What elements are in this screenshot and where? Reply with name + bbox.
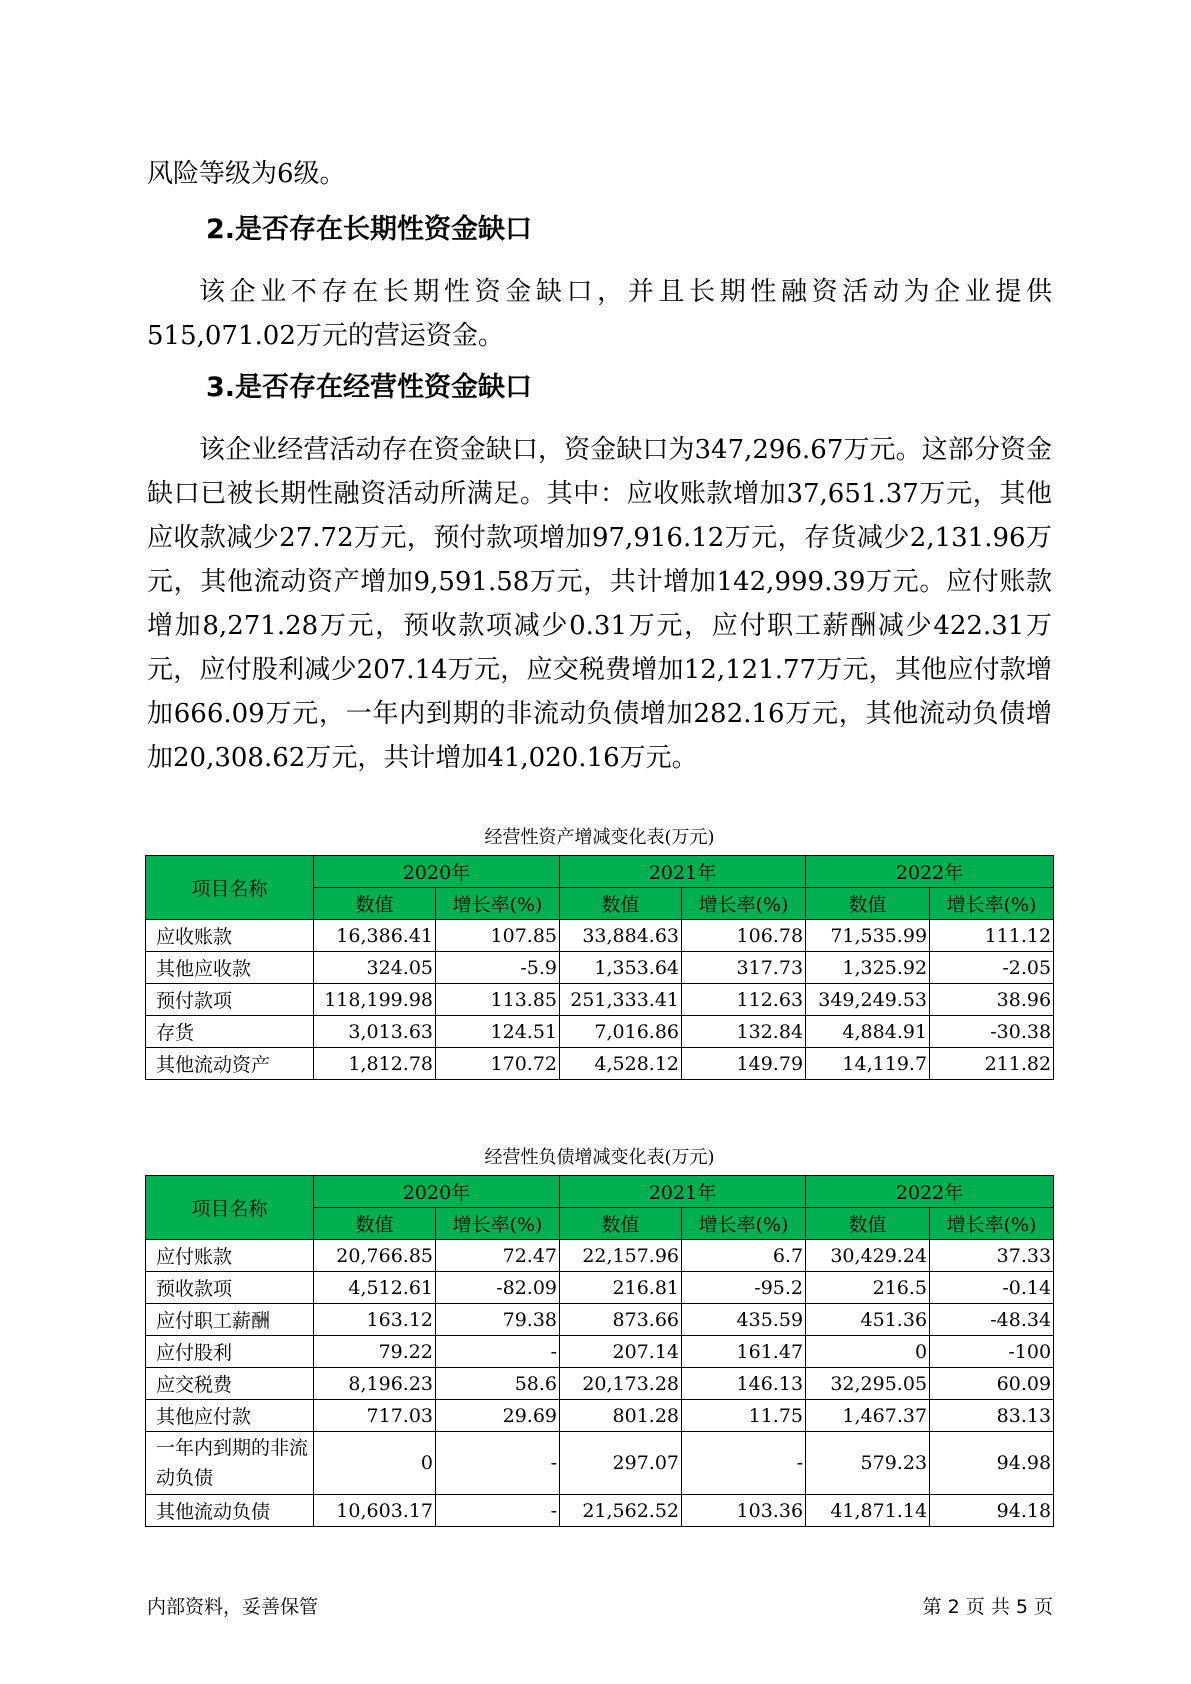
cell-growth-rate: 111.12 (930, 920, 1054, 952)
cell-growth-rate: 170.72 (436, 1048, 560, 1080)
cell-value: 8,196.23 (314, 1368, 436, 1400)
header-value: 数值 (806, 888, 930, 920)
header-growth: 增长率(%) (436, 888, 560, 920)
row-item-name: 存货 (146, 1016, 314, 1048)
cell-value: 0 (314, 1432, 436, 1495)
row-item-name: 其他应收款 (146, 952, 314, 984)
cell-growth-rate: 112.63 (682, 984, 806, 1016)
cell-growth-rate: 149.79 (682, 1048, 806, 1080)
cell-value: 32,295.05 (806, 1368, 930, 1400)
cell-value: 1,353.64 (560, 952, 682, 984)
header-value: 数值 (806, 1208, 930, 1240)
table-row (146, 1240, 1054, 1272)
cell-value: 451.36 (806, 1304, 930, 1336)
liabilities-change-table (145, 1175, 1054, 1527)
cell-growth-rate: -2.05 (930, 952, 1054, 984)
cell-growth-rate: 60.09 (930, 1368, 1054, 1400)
cell-value: 3,013.63 (314, 1016, 436, 1048)
footer-page-number: 第 2 页 共 5 页 (922, 1596, 1053, 1618)
cell-growth-rate: 83.13 (930, 1400, 1054, 1432)
cell-value: 801.28 (560, 1400, 682, 1432)
cell-growth-rate: 146.13 (682, 1368, 806, 1400)
operating-paragraph: 该企业经营活动存在资金缺口，资金缺口为347,296.67万元。这部分资金缺口已被长期性融资活动所满足。其中：应收账款增加37,651.37万元，其他应收款减少27.72万元，预付款项增加97,916.12万元，存货减少2,131.96万元，其他流动资产增加9,591.58万元，共计增加142,999.39万元。应付账款增加8,271.28万元，预收款项减少0.31万元，应付职工薪酬减少422.31万元，应付股利减少207.14万元，应交税费增加12,121.77万元，其他应付款增加666.09万元，一年内到期的非流动负债增加282.16万元，其他流动负债增加20,308.62万元，共计增加41,020.16万元。 (147, 435, 1052, 773)
header-growth: 增长率(%) (682, 1208, 806, 1240)
cell-value: 251,333.41 (560, 984, 682, 1016)
cell-growth-rate: 103.36 (682, 1495, 806, 1527)
cell-value: 717.03 (314, 1400, 436, 1432)
header-year: 2021年 (560, 856, 806, 888)
header-value: 数值 (314, 888, 436, 920)
cell-value: 41,871.14 (806, 1495, 930, 1527)
cell-growth-rate: 132.84 (682, 1016, 806, 1048)
assets-table-caption: 经营性资产增减变化表(万元) (484, 827, 715, 848)
row-item-name: 应交税费 (146, 1368, 314, 1400)
cell-value: 16,386.41 (314, 920, 436, 952)
cell-growth-rate: 124.51 (436, 1016, 560, 1048)
cell-growth-rate: -48.34 (930, 1304, 1054, 1336)
table-row (146, 1016, 1054, 1048)
header-item-name: 项目名称 (146, 856, 314, 920)
table-row (146, 1400, 1054, 1432)
header-growth: 增长率(%) (930, 1208, 1054, 1240)
header-value: 数值 (560, 1208, 682, 1240)
cell-value: 0 (806, 1336, 930, 1368)
cell-growth-rate: 113.85 (436, 984, 560, 1016)
cell-value: 349,249.53 (806, 984, 930, 1016)
header-year: 2020年 (314, 1176, 560, 1208)
cell-growth-rate: - (436, 1336, 560, 1368)
cell-value: 216.81 (560, 1272, 682, 1304)
cell-value: 33,884.63 (560, 920, 682, 952)
header-year: 2022年 (806, 1176, 1054, 1208)
cell-value: 163.12 (314, 1304, 436, 1336)
cell-growth-rate: -5.9 (436, 952, 560, 984)
row-item-name: 预付款项 (146, 984, 314, 1016)
header-year: 2021年 (560, 1176, 806, 1208)
row-item-name: 其他应付款 (146, 1400, 314, 1432)
assets-change-table (145, 855, 1054, 1080)
cell-value: 79.22 (314, 1336, 436, 1368)
cell-growth-rate: -100 (930, 1336, 1054, 1368)
long-term-paragraph: 该企业不存在长期性资金缺口，并且长期性融资活动为企业提供515,071.02万元的营运资金。 (147, 277, 1052, 351)
cell-growth-rate: 11.75 (682, 1400, 806, 1432)
cell-value: 207.14 (560, 1336, 682, 1368)
table-row (146, 920, 1054, 952)
row-item-name: 预收款项 (146, 1272, 314, 1304)
cell-growth-rate: 38.96 (930, 984, 1054, 1016)
cell-value: 118,199.98 (314, 984, 436, 1016)
cell-value: 4,512.61 (314, 1272, 436, 1304)
cell-growth-rate: 106.78 (682, 920, 806, 952)
header-growth: 增长率(%) (930, 888, 1054, 920)
cell-value: 1,325.92 (806, 952, 930, 984)
cell-value: 297.07 (560, 1432, 682, 1495)
cell-growth-rate: 317.73 (682, 952, 806, 984)
header-year: 2022年 (806, 856, 1054, 888)
cell-value: 71,535.99 (806, 920, 930, 952)
table-row (146, 1048, 1054, 1080)
cell-growth-rate: -95.2 (682, 1272, 806, 1304)
cell-growth-rate: 37.33 (930, 1240, 1054, 1272)
cell-growth-rate: 94.98 (930, 1432, 1054, 1495)
section-heading-long-term: 2.是否存在长期性资金缺口 (206, 214, 533, 245)
cell-value: 324.05 (314, 952, 436, 984)
table-row (146, 1336, 1054, 1368)
table-row (146, 952, 1054, 984)
cell-value: 21,562.52 (560, 1495, 682, 1527)
cell-value: 20,766.85 (314, 1240, 436, 1272)
header-year: 2020年 (314, 856, 560, 888)
table-row (146, 1368, 1054, 1400)
cell-growth-rate: 6.7 (682, 1240, 806, 1272)
cell-growth-rate: 161.47 (682, 1336, 806, 1368)
table-row (146, 984, 1054, 1016)
row-item-name: 其他流动资产 (146, 1048, 314, 1080)
cell-value: 30,429.24 (806, 1240, 930, 1272)
header-growth: 增长率(%) (436, 1208, 560, 1240)
cell-growth-rate: 94.18 (930, 1495, 1054, 1527)
cell-growth-rate: 58.6 (436, 1368, 560, 1400)
cell-growth-rate: -82.09 (436, 1272, 560, 1304)
header-value: 数值 (560, 888, 682, 920)
row-item-name: 其他流动负债 (146, 1495, 314, 1527)
cell-growth-rate: -0.14 (930, 1272, 1054, 1304)
row-item-name: 一年内到期的非流动负债 (146, 1432, 314, 1495)
header-item-name: 项目名称 (146, 1176, 314, 1240)
cell-value: 1,812.78 (314, 1048, 436, 1080)
row-item-name: 应付职工薪酬 (146, 1304, 314, 1336)
cell-value: 20,173.28 (560, 1368, 682, 1400)
table-row (146, 1495, 1054, 1527)
cell-growth-rate: -30.38 (930, 1016, 1054, 1048)
cell-value: 579.23 (806, 1432, 930, 1495)
cell-growth-rate: 107.85 (436, 920, 560, 952)
cell-value: 216.5 (806, 1272, 930, 1304)
cell-value: 4,884.91 (806, 1016, 930, 1048)
cell-growth-rate: - (436, 1432, 560, 1495)
cell-growth-rate: 211.82 (930, 1048, 1054, 1080)
table-row (146, 1304, 1054, 1336)
risk-level-text: 风险等级为6级。 (147, 159, 346, 189)
liabilities-table-caption: 经营性负债增减变化表(万元) (484, 1147, 715, 1168)
cell-growth-rate: 72.47 (436, 1240, 560, 1272)
header-growth: 增长率(%) (682, 888, 806, 920)
cell-value: 14,119.7 (806, 1048, 930, 1080)
cell-growth-rate: 435.59 (682, 1304, 806, 1336)
section-heading-operating: 3.是否存在经营性资金缺口 (206, 372, 533, 403)
cell-growth-rate: 79.38 (436, 1304, 560, 1336)
cell-value: 10,603.17 (314, 1495, 436, 1527)
cell-growth-rate: - (436, 1495, 560, 1527)
row-item-name: 应付账款 (146, 1240, 314, 1272)
row-item-name: 应收账款 (146, 920, 314, 952)
cell-growth-rate: 29.69 (436, 1400, 560, 1432)
cell-value: 22,157.96 (560, 1240, 682, 1272)
cell-value: 1,467.37 (806, 1400, 930, 1432)
row-item-name: 应付股利 (146, 1336, 314, 1368)
table-row (146, 1432, 1054, 1495)
cell-growth-rate: - (682, 1432, 806, 1495)
cell-value: 4,528.12 (560, 1048, 682, 1080)
cell-value: 873.66 (560, 1304, 682, 1336)
footer-confidential: 内部资料，妥善保管 (147, 1596, 319, 1618)
table-row (146, 1272, 1054, 1304)
header-value: 数值 (314, 1208, 436, 1240)
cell-value: 7,016.86 (560, 1016, 682, 1048)
